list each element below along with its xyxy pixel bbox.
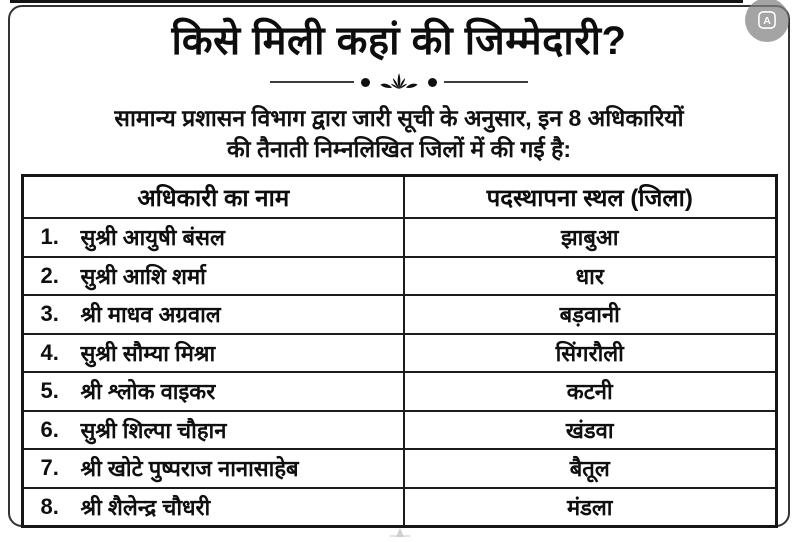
officers-table — [21, 174, 778, 528]
subtitle — [10, 103, 788, 165]
district-name: बड़वानी — [559, 302, 620, 328]
top-crop-line — [10, 0, 743, 3]
row-number: 5. — [40, 378, 59, 404]
row-number: 7. — [40, 455, 59, 481]
officer-name: श्री श्लोक वाइकर — [80, 379, 216, 405]
table-row — [24, 371, 775, 410]
subtitle-line-1: सामान्य प्रशासन विभाग द्वारा जारी सूची के अनुसार, इन 8 अधिकारियों — [114, 105, 684, 131]
district-name: सिंगरौली — [555, 340, 624, 366]
officer-name: सुश्री सौम्या मिश्रा — [80, 340, 216, 366]
table-row — [24, 256, 775, 295]
divider-dot-left — [361, 78, 370, 87]
officer-name: सुश्री आयुषी बंसल — [80, 225, 225, 251]
officer-name: श्री शैलेन्द्र चौधरी — [80, 494, 211, 520]
table-row — [24, 448, 775, 487]
table-row — [24, 410, 775, 449]
table-row — [24, 487, 775, 526]
row-number: 4. — [40, 339, 59, 365]
district-name: खंडवा — [565, 417, 614, 443]
table-row — [24, 294, 775, 333]
row-number: 1. — [40, 224, 59, 250]
column-header-officer-name: अधिकारी का नाम — [24, 177, 406, 217]
district-name: मंडला — [566, 494, 613, 520]
row-number: 6. — [40, 416, 59, 442]
officer-name: श्री माधव अग्रवाल — [80, 302, 221, 328]
subtitle-line-2: की तैनाती निम्नलिखित जिलों में की गई है: — [227, 136, 571, 162]
officer-name: सुश्री शिल्पा चौहान — [80, 417, 227, 443]
divider-dot-right — [428, 78, 437, 87]
officer-name: सुश्री आशि शर्मा — [80, 263, 206, 289]
district-name: बैतूल — [569, 456, 610, 482]
fleuron-leaf-icon — [377, 69, 421, 95]
svg-text:A: A — [763, 15, 771, 28]
divider-line-left — [270, 81, 354, 84]
row-number: 3. — [40, 301, 59, 327]
officer-name: श्री खोटे पुष्पराज नानासाहेब — [80, 456, 299, 482]
bottom-ornament-remnant — [388, 524, 412, 533]
district-name: धार — [575, 263, 604, 289]
district-name: कटनी — [566, 379, 613, 405]
page-title: किसे मिली कहां की जिम्मेदारी? — [171, 19, 627, 63]
image-overlay-badge[interactable] — [745, 0, 789, 42]
divider-line-right — [444, 81, 528, 84]
bracketed-a-icon — [756, 9, 778, 31]
column-header-posting-district: पदस्थापना स्थल (जिला) — [486, 184, 693, 212]
district-name: झाबुआ — [561, 225, 619, 251]
row-number: 2. — [40, 262, 59, 288]
row-number: 8. — [40, 493, 59, 519]
table-header-row — [24, 177, 775, 217]
infographic-frame — [8, 5, 790, 527]
table-row — [24, 333, 775, 372]
table-row — [24, 217, 775, 256]
ornamental-divider — [269, 69, 529, 95]
